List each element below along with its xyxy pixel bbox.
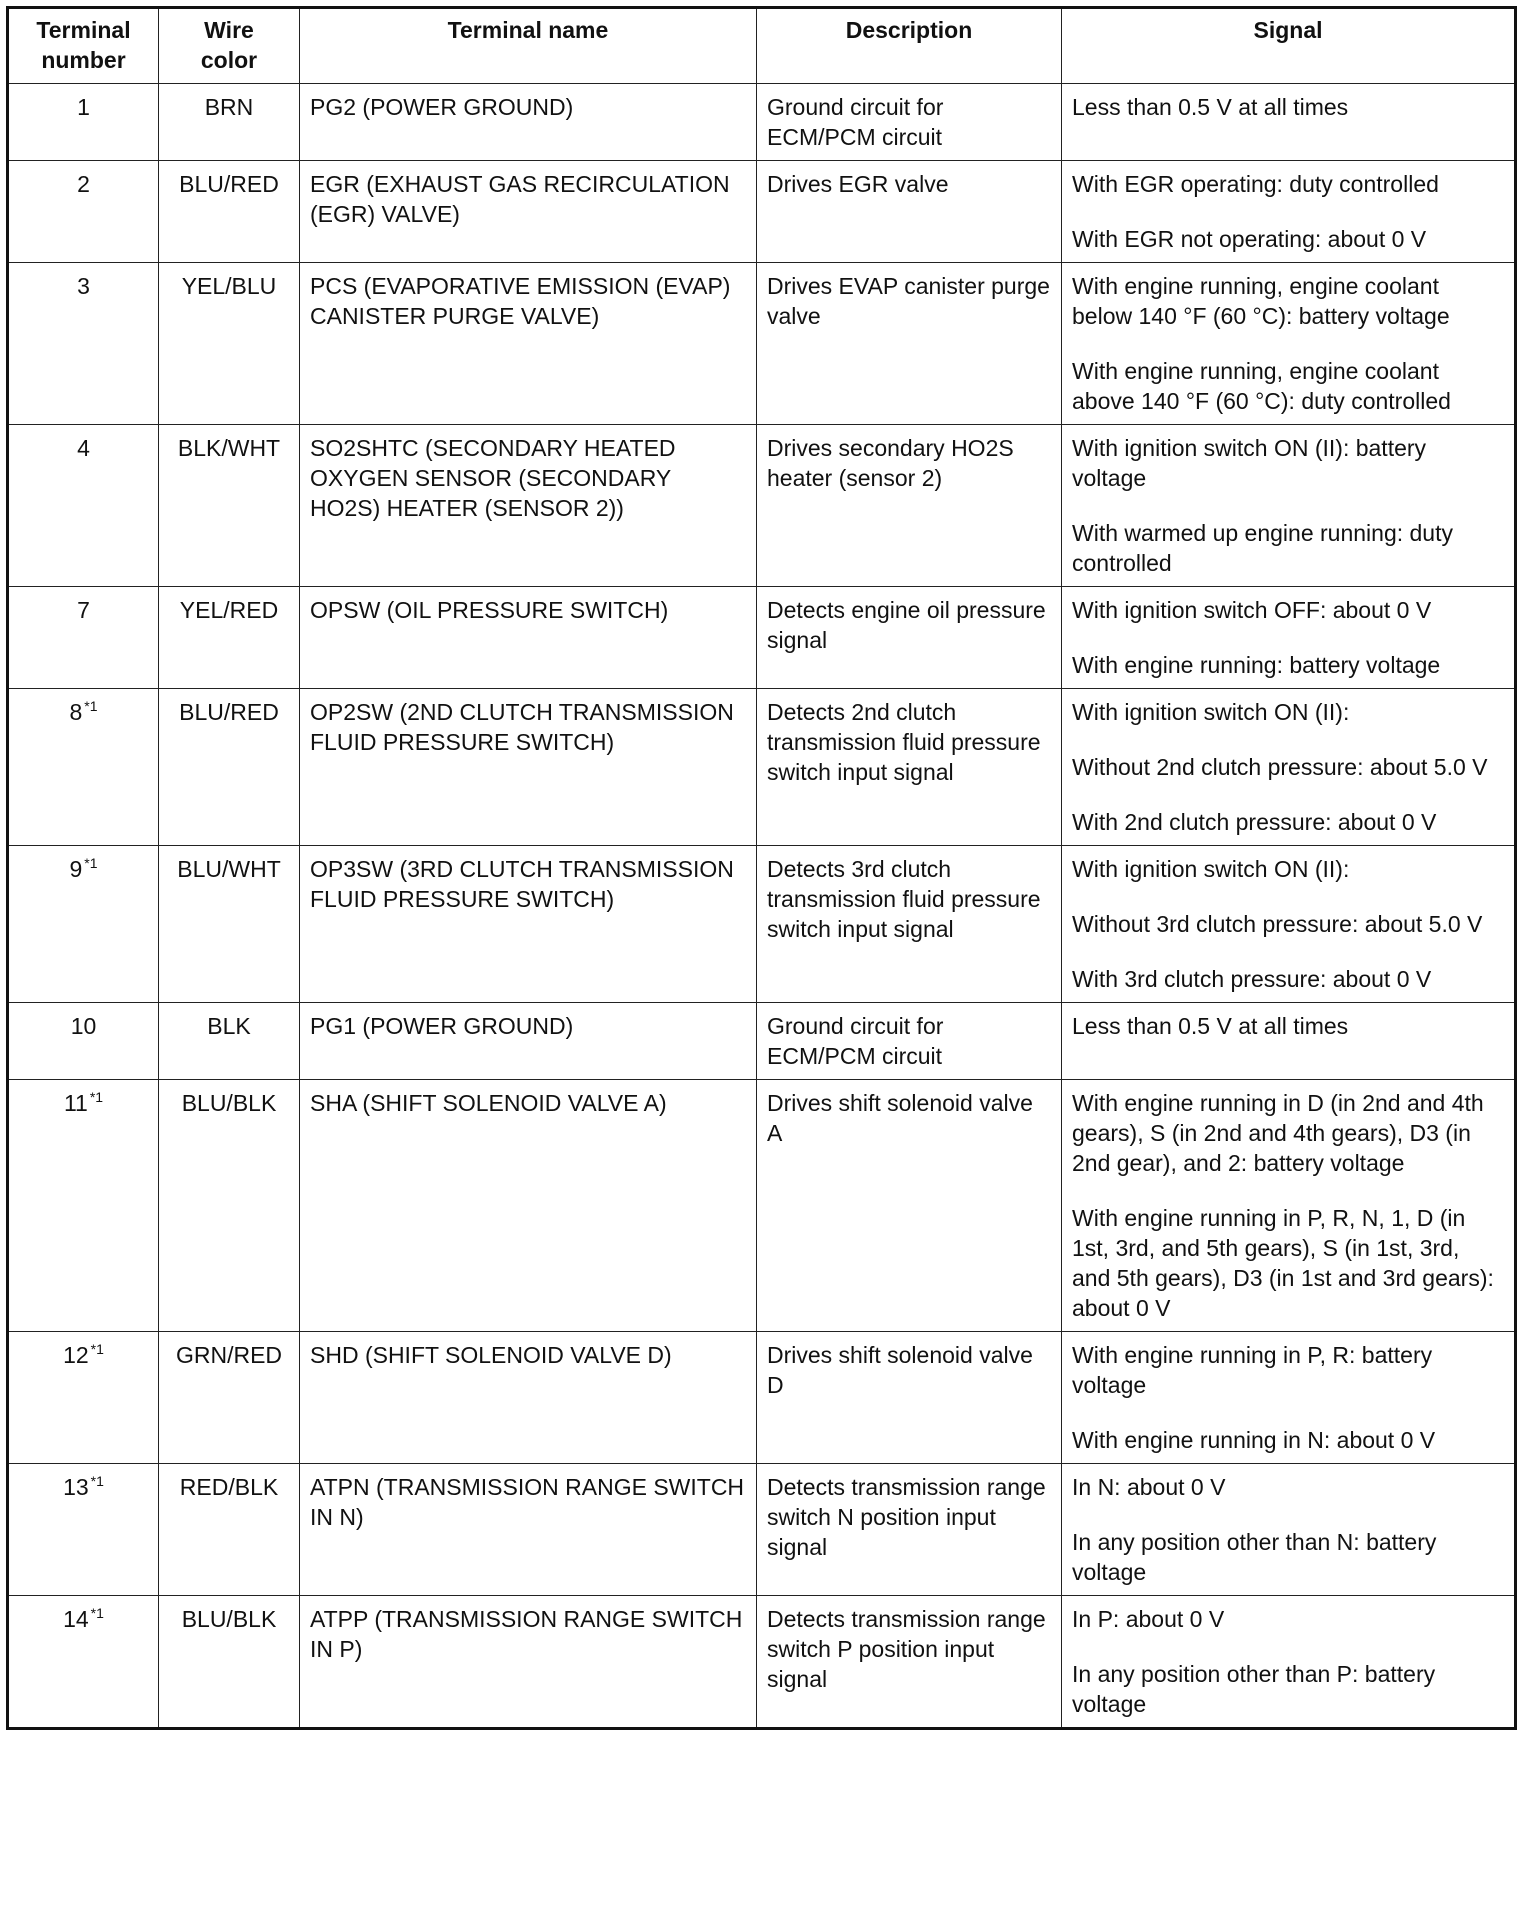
terminal-table bbox=[6, 6, 1517, 1730]
description-cell: Detects transmission range switch N position input signal bbox=[757, 1464, 1062, 1596]
table-row bbox=[8, 1332, 1516, 1464]
table-row bbox=[8, 263, 1516, 425]
signal-condition: Less than 0.5 V at all times bbox=[1072, 94, 1349, 120]
table-row bbox=[8, 84, 1516, 161]
wire-color-cell: RED/BLK bbox=[159, 1464, 300, 1596]
signal-condition: With 2nd clutch pressure: about 0 V bbox=[1072, 809, 1437, 835]
wire-color-cell: YEL/BLU bbox=[159, 263, 300, 425]
terminal-number: 8 bbox=[69, 699, 83, 725]
terminal-name-cell: ATPP (TRANSMISSION RANGE SWITCH IN P) bbox=[300, 1596, 757, 1729]
signal-condition: With EGR not operating: about 0 V bbox=[1072, 226, 1427, 252]
signal-condition: With EGR operating: duty controlled bbox=[1072, 171, 1439, 197]
terminal-name-cell: ATPN (TRANSMISSION RANGE SWITCH IN N) bbox=[300, 1464, 757, 1596]
signal-cell bbox=[1062, 1464, 1516, 1596]
table-row bbox=[8, 587, 1516, 689]
terminal-name-cell: PCS (EVAPORATIVE EMISSION (EVAP) CANISTER PURGE VALVE) bbox=[300, 263, 757, 425]
signal-condition: With ignition switch ON (II): bbox=[1072, 699, 1350, 725]
signal-cell bbox=[1062, 846, 1516, 1003]
wire-color-cell: BLU/BLK bbox=[159, 1080, 300, 1332]
footnote-marker: *1 bbox=[89, 1089, 104, 1105]
terminal-name-cell: OP3SW (3RD CLUTCH TRANSMISSION FLUID PRESSURE SWITCH) bbox=[300, 846, 757, 1003]
table-row bbox=[8, 161, 1516, 263]
description-cell: Drives secondary HO2S heater (sensor 2) bbox=[757, 425, 1062, 587]
signal-condition: Without 2nd clutch pressure: about 5.0 V bbox=[1072, 754, 1488, 780]
terminal-number-cell bbox=[8, 1003, 159, 1080]
terminal-number-cell bbox=[8, 846, 159, 1003]
table-row bbox=[8, 846, 1516, 1003]
terminal-name-cell: OP2SW (2ND CLUTCH TRANSMISSION FLUID PRESSURE SWITCH) bbox=[300, 689, 757, 846]
terminal-number: 2 bbox=[77, 171, 90, 197]
wire-color-cell: BLK bbox=[159, 1003, 300, 1080]
terminal-number-cell bbox=[8, 263, 159, 425]
terminal-name-cell: PG2 (POWER GROUND) bbox=[300, 84, 757, 161]
wire-color-cell: BLU/WHT bbox=[159, 846, 300, 1003]
wire-color-cell: BLU/RED bbox=[159, 689, 300, 846]
terminal-number-cell bbox=[8, 689, 159, 846]
signal-cell bbox=[1062, 161, 1516, 263]
signal-cell bbox=[1062, 689, 1516, 846]
wire-color-cell: BLU/RED bbox=[159, 161, 300, 263]
header-wire-color-line2: color bbox=[200, 47, 258, 73]
description-cell: Drives EGR valve bbox=[757, 161, 1062, 263]
terminal-number: 10 bbox=[70, 1013, 97, 1039]
table-body bbox=[8, 84, 1516, 1729]
signal-condition: In N: about 0 V bbox=[1072, 1474, 1226, 1500]
footnote-marker: *1 bbox=[84, 698, 98, 714]
signal-cell bbox=[1062, 1596, 1516, 1729]
table-row bbox=[8, 1080, 1516, 1332]
terminal-name-cell: SHA (SHIFT SOLENOID VALVE A) bbox=[300, 1080, 757, 1332]
table-row bbox=[8, 1464, 1516, 1596]
terminal-number-cell bbox=[8, 84, 159, 161]
signal-condition: In any position other than P: battery voltage bbox=[1072, 1661, 1436, 1717]
terminal-number: 12 bbox=[63, 1342, 89, 1368]
header-terminal-number bbox=[8, 8, 159, 84]
terminal-number: 3 bbox=[77, 273, 90, 299]
header-description: Description bbox=[757, 8, 1062, 84]
signal-condition: With warmed up engine running: duty controlled bbox=[1072, 520, 1453, 576]
signal-cell bbox=[1062, 425, 1516, 587]
terminal-name-cell: OPSW (OIL PRESSURE SWITCH) bbox=[300, 587, 757, 689]
terminal-number-cell bbox=[8, 1332, 159, 1464]
description-cell: Detects 3rd clutch transmission fluid pressure switch input signal bbox=[757, 846, 1062, 1003]
wire-color-cell: BRN bbox=[159, 84, 300, 161]
terminal-number-cell bbox=[8, 1464, 159, 1596]
header-wire-color-line1: Wire bbox=[204, 17, 254, 43]
wire-color-cell: BLK/WHT bbox=[159, 425, 300, 587]
header-terminal-name: Terminal name bbox=[300, 8, 757, 84]
description-cell: Detects engine oil pressure signal bbox=[757, 587, 1062, 689]
terminal-number-cell bbox=[8, 425, 159, 587]
description-cell: Ground circuit for ECM/PCM circuit bbox=[757, 1003, 1062, 1080]
signal-condition: With engine running, engine coolant below 140 °F (60 °C): battery voltage bbox=[1072, 273, 1450, 329]
table-row bbox=[8, 425, 1516, 587]
footnote-marker: *1 bbox=[90, 1341, 104, 1357]
terminal-number-cell bbox=[8, 1080, 159, 1332]
header-terminal-number-line2: number bbox=[41, 47, 126, 73]
header-row bbox=[8, 8, 1516, 84]
header-wire-color bbox=[159, 8, 300, 84]
table-row bbox=[8, 1003, 1516, 1080]
signal-condition: Without 3rd clutch pressure: about 5.0 V bbox=[1072, 911, 1483, 937]
table-row bbox=[8, 1596, 1516, 1729]
signal-condition: With 3rd clutch pressure: about 0 V bbox=[1072, 966, 1432, 992]
terminal-number-cell bbox=[8, 1596, 159, 1729]
terminal-name-cell: SHD (SHIFT SOLENOID VALVE D) bbox=[300, 1332, 757, 1464]
signal-condition: With engine running in P, R: battery voltage bbox=[1072, 1342, 1433, 1398]
signal-cell bbox=[1062, 587, 1516, 689]
terminal-number: 11 bbox=[63, 1090, 88, 1116]
wire-color-cell: BLU/BLK bbox=[159, 1596, 300, 1729]
header-signal: Signal bbox=[1062, 8, 1516, 84]
signal-condition: With engine running in D (in 2nd and 4th gears), S (in 2nd and 4th gears), D3 (in 2nd gear), and 2: battery voltage bbox=[1072, 1090, 1484, 1176]
description-cell: Drives shift solenoid valve D bbox=[757, 1332, 1062, 1464]
signal-condition: Less than 0.5 V at all times bbox=[1072, 1013, 1349, 1039]
terminal-number-cell bbox=[8, 587, 159, 689]
signal-condition: With engine running in N: about 0 V bbox=[1072, 1427, 1436, 1453]
signal-cell bbox=[1062, 1080, 1516, 1332]
signal-cell bbox=[1062, 84, 1516, 161]
terminal-number: 9 bbox=[69, 856, 83, 882]
description-cell: Ground circuit for ECM/PCM circuit bbox=[757, 84, 1062, 161]
footnote-marker: *1 bbox=[90, 1605, 104, 1621]
wire-color-cell: GRN/RED bbox=[159, 1332, 300, 1464]
signal-condition: With engine running, engine coolant above 140 °F (60 °C): duty controlled bbox=[1072, 358, 1451, 414]
terminal-name-cell: SO2SHTC (SECONDARY HEATED OXYGEN SENSOR (SECONDARY HO2S) HEATER (SENSOR 2)) bbox=[300, 425, 757, 587]
terminal-table-container bbox=[6, 6, 1514, 1730]
footnote-marker: *1 bbox=[84, 855, 98, 871]
wire-color-cell: YEL/RED bbox=[159, 587, 300, 689]
terminal-number-cell bbox=[8, 161, 159, 263]
description-cell: Detects 2nd clutch transmission fluid pressure switch input signal bbox=[757, 689, 1062, 846]
signal-condition: In any position other than N: battery voltage bbox=[1072, 1529, 1437, 1585]
terminal-number: 14 bbox=[63, 1606, 89, 1632]
signal-cell bbox=[1062, 1003, 1516, 1080]
signal-condition: With ignition switch ON (II): bbox=[1072, 856, 1350, 882]
signal-condition: With engine running in P, R, N, 1, D (in 1st, 3rd, and 5th gears), S (in 1st, 3rd, and 5th gears), D3 (in 1st and 3rd gears): about 0 V bbox=[1072, 1205, 1494, 1321]
signal-condition: With ignition switch OFF: about 0 V bbox=[1072, 597, 1432, 623]
terminal-name-cell: EGR (EXHAUST GAS RECIRCULATION (EGR) VALVE) bbox=[300, 161, 757, 263]
description-cell: Drives shift solenoid valve A bbox=[757, 1080, 1062, 1332]
signal-cell bbox=[1062, 263, 1516, 425]
header-terminal-number-line1: Terminal bbox=[36, 17, 131, 43]
table-row bbox=[8, 689, 1516, 846]
description-cell: Drives EVAP canister purge valve bbox=[757, 263, 1062, 425]
terminal-number: 7 bbox=[77, 597, 90, 623]
signal-cell bbox=[1062, 1332, 1516, 1464]
terminal-number: 4 bbox=[77, 435, 90, 461]
footnote-marker: *1 bbox=[90, 1473, 104, 1489]
signal-condition: With ignition switch ON (II): battery voltage bbox=[1072, 435, 1427, 491]
terminal-number: 1 bbox=[77, 94, 90, 120]
signal-condition: With engine running: battery voltage bbox=[1072, 652, 1441, 678]
terminal-name-cell: PG1 (POWER GROUND) bbox=[300, 1003, 757, 1080]
description-cell: Detects transmission range switch P position input signal bbox=[757, 1596, 1062, 1729]
terminal-number: 13 bbox=[63, 1474, 89, 1500]
signal-condition: In P: about 0 V bbox=[1072, 1606, 1225, 1632]
